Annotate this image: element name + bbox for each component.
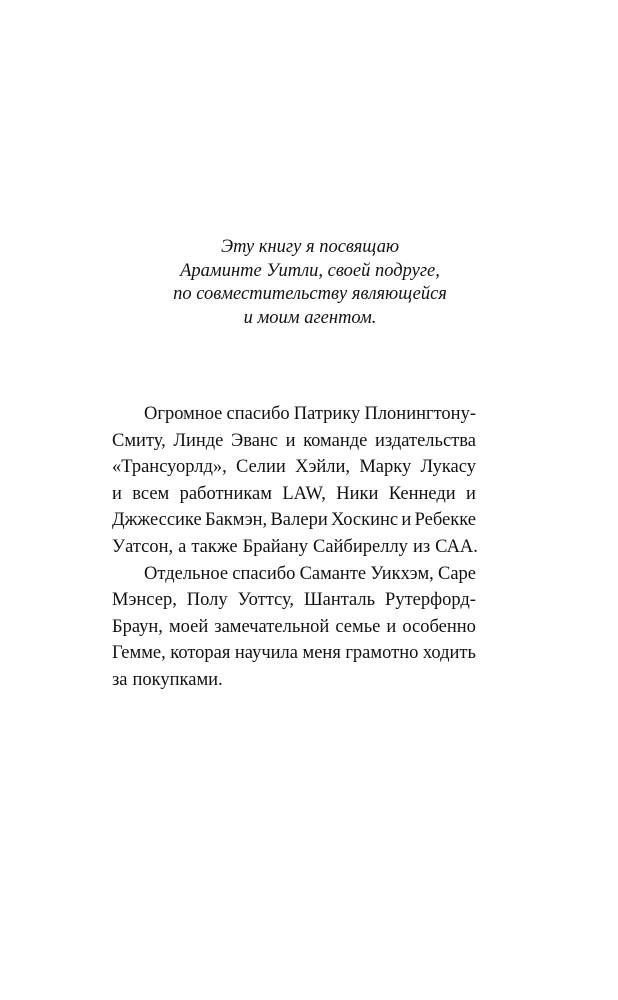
word: моей <box>168 616 209 637</box>
word: Мэнсер, <box>112 590 177 611</box>
word: из <box>412 536 431 557</box>
word: Брайану <box>242 536 308 557</box>
word: и <box>386 616 397 637</box>
dedication-line: по совместительству являющейся <box>173 284 447 304</box>
word: издательства <box>374 430 476 451</box>
word: команде <box>303 430 368 451</box>
word: Отдельное <box>144 563 229 584</box>
word: за <box>112 669 128 690</box>
acknowledgements-line <box>112 401 476 428</box>
word: и <box>466 483 476 504</box>
word: Бакмэн, <box>204 510 268 531</box>
word: спасибо <box>226 404 290 424</box>
word: Саре <box>437 563 476 584</box>
dedication-line: и моим агентом. <box>243 307 377 328</box>
word: Кеннеди <box>388 483 456 504</box>
word: научила <box>234 643 298 664</box>
word: и <box>285 430 296 451</box>
dedication-block <box>110 236 510 330</box>
acknowledgements-block <box>112 401 476 694</box>
dedication-line: Араминте Уитли, своей подруге, <box>180 260 440 281</box>
word: Селии <box>236 457 286 478</box>
word: Саманте <box>299 563 367 584</box>
word: Марку <box>359 457 412 478</box>
word: Шанталь <box>303 590 376 611</box>
word: Гемме, <box>112 643 166 664</box>
word: спасибо <box>232 563 296 584</box>
word: также <box>191 536 238 557</box>
word: Уоттсу, <box>237 590 294 611</box>
word: САА. <box>435 536 478 557</box>
word: грамотно <box>345 643 419 664</box>
acknowledgements-line <box>112 667 476 694</box>
word: Линде <box>173 430 224 451</box>
acknowledgements-line <box>112 481 476 508</box>
word: Эванс <box>230 430 279 451</box>
word: Джжессике <box>112 510 202 531</box>
word: ходить <box>422 643 476 664</box>
word: Патрику <box>293 404 361 424</box>
word: замечательной <box>214 616 330 637</box>
acknowledgements-line <box>112 428 476 455</box>
word: работникам <box>179 483 272 504</box>
word: Полу <box>186 590 228 611</box>
word: Уатсон, <box>112 536 174 557</box>
word: Браун, <box>112 616 163 637</box>
acknowledgements-line <box>112 534 476 561</box>
acknowledgements-line <box>112 507 476 534</box>
word: Смиту, <box>112 430 166 451</box>
word: Лукасу <box>420 457 476 478</box>
word: Сайбиреллу <box>312 536 408 557</box>
acknowledgements-line <box>112 561 476 588</box>
acknowledgements-line <box>112 454 476 481</box>
dedication-line: Эту книгу я посвящаю <box>220 237 400 257</box>
word: покупками. <box>132 669 223 690</box>
word: и <box>401 510 412 531</box>
word: Валери <box>270 510 328 531</box>
word: Хэйли, <box>295 457 351 478</box>
word: «Трансуорлд», <box>112 457 227 478</box>
word: а <box>178 536 187 557</box>
acknowledgements-line <box>112 640 476 667</box>
word: Уикхэм, <box>370 563 434 584</box>
acknowledgements-line <box>112 587 476 614</box>
word: Ребекке <box>414 510 476 531</box>
word: Рутерфорд- <box>385 590 476 611</box>
word: LAW, <box>282 483 326 504</box>
acknowledgements-line <box>112 614 476 641</box>
word: и <box>112 483 122 504</box>
word: Огромное <box>144 404 223 424</box>
word: Плонингтону- <box>364 404 476 424</box>
word: меня <box>302 643 341 664</box>
word: семье <box>335 616 381 637</box>
word: Хоскинс <box>331 510 399 531</box>
word: всем <box>132 483 170 504</box>
word: которая <box>170 643 231 664</box>
word: особенно <box>402 616 476 637</box>
word: Ники <box>336 483 379 504</box>
